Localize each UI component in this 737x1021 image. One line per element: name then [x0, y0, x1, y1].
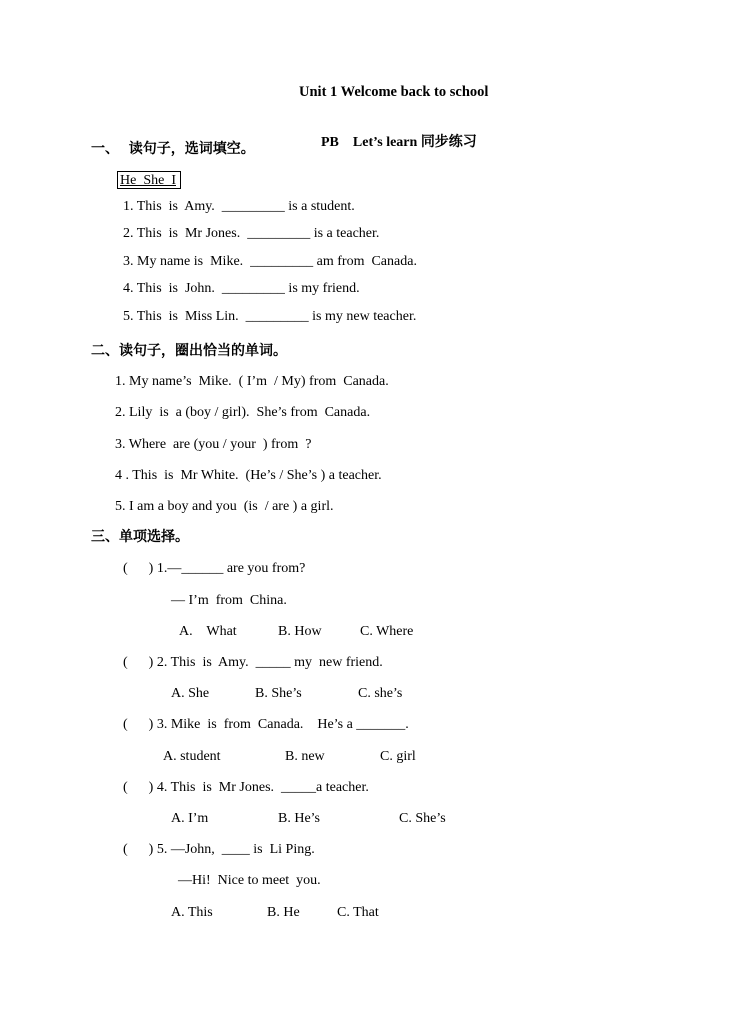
- section1-item: 2. This is Mr Jones. _________ is a teacher.: [123, 226, 380, 241]
- section2-heading: 二、读句子，圈出恰当的单词。: [91, 343, 287, 359]
- question-stem: ( ) 3. Mike is from Canada. He’s a _______.: [123, 717, 409, 732]
- question-follow: — I’m from China.: [171, 593, 287, 608]
- option-a: A. She: [171, 686, 210, 701]
- question-stem: ( ) 1.—______ are you from?: [123, 561, 306, 576]
- option-b: B. He: [267, 905, 300, 920]
- section2-item: 5. I am a boy and you (is / are ) a girl.: [115, 499, 334, 514]
- option-b: B. How: [278, 624, 322, 639]
- option-c: C. she’s: [358, 686, 403, 701]
- option-a: A. This: [171, 905, 213, 920]
- section1-item: 1. This is Amy. _________ is a student.: [123, 199, 355, 214]
- section1-heading: 一、 读句子，选词填空。: [91, 141, 255, 157]
- question-stem: ( ) 4. This is Mr Jones. _____a teacher.: [123, 780, 369, 795]
- option-c: C. girl: [380, 749, 416, 764]
- word-box: He She I: [117, 171, 181, 189]
- page-title: Unit 1 Welcome back to school: [299, 84, 489, 100]
- option-b: B. She’s: [255, 686, 302, 701]
- subtitle-part: Let’s learn: [352, 135, 418, 150]
- section3-heading: 三、单项选择。: [91, 529, 189, 545]
- option-c: C. She’s: [399, 811, 446, 826]
- option-c: C. That: [337, 905, 379, 920]
- section2-item: 3. Where are (you / your ) from ?: [115, 437, 312, 452]
- section2-item: 1. My name’s Mike. ( I’m / My) from Canada.: [115, 374, 389, 389]
- subtitle-cn: 同步练习: [420, 134, 477, 150]
- option-a: A. What: [179, 624, 237, 639]
- option-a: A. student: [163, 749, 221, 764]
- question-follow: —Hi! Nice to meet you.: [178, 873, 321, 888]
- section1-item: 5. This is Miss Lin. _________ is my new teacher.: [123, 309, 417, 324]
- section2-item: 4 . This is Mr White. (He’s / She’s ) a teacher.: [115, 468, 382, 483]
- section1-item: 4. This is John. _________ is my friend.: [123, 281, 360, 296]
- question-stem: ( ) 2. This is Amy. _____ my new friend.: [123, 655, 383, 670]
- option-a: A. I’m: [171, 811, 209, 826]
- option-b: B. He’s: [278, 811, 320, 826]
- option-c: C. Where: [360, 624, 414, 639]
- section1-item: 3. My name is Mike. _________ am from Canada.: [123, 254, 417, 269]
- question-stem: ( ) 5. —John, ____ is Li Ping.: [123, 842, 315, 857]
- subtitle-pb: PB: [321, 135, 339, 150]
- section2-item: 2. Lily is a (boy / girl). She’s from Canada.: [115, 405, 371, 420]
- option-b: B. new: [285, 749, 325, 764]
- page-subtitle: [314, 115, 477, 152]
